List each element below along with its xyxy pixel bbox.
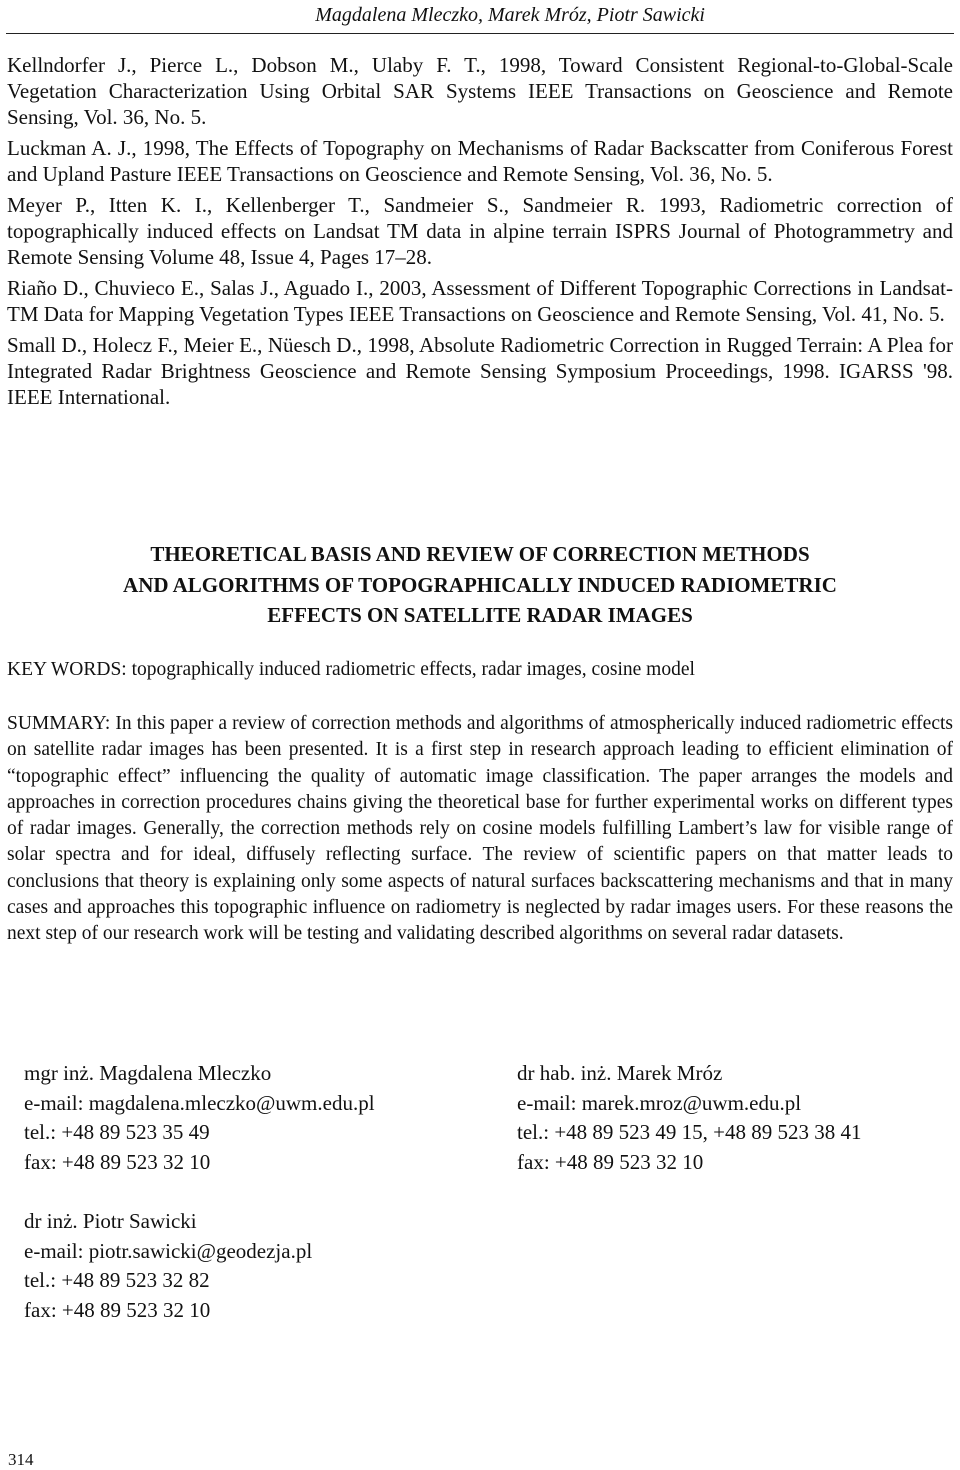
reference-item: Meyer P., Itten K. I., Kellenberger T., Sandmeier S., Sandmeier R. 1993, Radiometric correction of topographically induced effects on Landsat TM data in alpine terrain ISPRS Journal of Photogrammetry and Remote Sensing Volume 48, Issue 4, Pages 17–28. (7, 193, 953, 269)
author-contact (24, 1059, 375, 1177)
article-title (0, 539, 960, 631)
running-head: Magdalena Mleczko, Marek Mróz, Piotr Sawicki (315, 4, 705, 26)
author-phone: tel.: +48 89 523 49 15, +48 89 523 38 41 (517, 1120, 862, 1144)
author-name: dr hab. inż. Marek Mróz (517, 1061, 723, 1085)
reference-item: Luckman A. J., 1998, The Effects of Topography on Mechanisms of Radar Backscatter from Coniferous Forest and Upland Pasture IEEE Transactions on Geoscience and Remote Sensing, Vol. 36, No. 5. (7, 136, 953, 186)
page-number: 314 (8, 1450, 34, 1469)
author-phone: tel.: +48 89 523 32 82 (24, 1268, 210, 1292)
author-email: e-mail: piotr.sawicki@geodezja.pl (24, 1238, 313, 1263)
article-title-line: AND ALGORITHMS OF TOPOGRAPHICALLY INDUCED RADIOMETRIC (123, 572, 837, 597)
summary: SUMMARY: In this paper a review of correction methods and algorithms of atmospherically induced radiometric effects on satellite radar images has been presented. It is a first step in research approach leading to efficient elimination of “topographic effect” influencing the quality of automatic image classification. The paper arranges the models and approaches in correction procedures chains giving the theoretical base for further experimental works on different types of radar images. Generally, the correction methods rely on cosine models fulfilling Lambert’s law for visible range of solar spectra and for ideal, diffusely reflecting surface. The review of scientific papers on that matter leads to conclusions that theory is explaining only some aspects of natural surfaces backscattering mechanisms and that in many cases and approaches this topographic influence on radiometry is neglected by radar images users. For these reasons the next step of our research work will be testing and validating described algorithms on several radar datasets. (7, 713, 953, 945)
author-fax: fax: +48 89 523 32 10 (24, 1297, 211, 1322)
article-title-line: THEORETICAL BASIS AND REVIEW OF CORRECTION METHODS (150, 542, 810, 566)
article-title-line: EFFECTS ON SATELLITE RADAR IMAGES (267, 603, 693, 627)
author-email: e-mail: magdalena.mleczko@uwm.edu.pl (24, 1090, 375, 1115)
author-fax: fax: +48 89 523 32 10 (24, 1149, 211, 1174)
reference-item: Kellndorfer J., Pierce L., Dobson M., Ulaby F. T., 1998, Toward Consistent Regional-to-Global-Scale Vegetation Characterization Using Orbital SAR Systems IEEE Transactions on Geoscience and Remote Sensing, Vol. 36, No. 5. (7, 53, 953, 129)
author-fax: fax: +48 89 523 32 10 (517, 1149, 704, 1174)
reference-list (7, 52, 953, 415)
reference-item: Riaño D., Chuvieco E., Salas J., Aguado I., 2003, Assessment of Different Topographic Corrections in Landsat-TM Data for Mapping Vegetation Types IEEE Transactions on Geoscience and Remote Sensing, Vol. 41, No. 5. (7, 276, 953, 326)
author-contact (517, 1059, 862, 1177)
keywords: KEY WORDS: topographically induced radiometric effects, radar images, cosine model (7, 659, 695, 680)
header-rule (6, 33, 954, 34)
author-contact (24, 1207, 312, 1325)
author-email: e-mail: marek.mroz@uwm.edu.pl (517, 1090, 802, 1115)
reference-item: Small D., Holecz F., Meier E., Nüesch D., 1998, Absolute Radiometric Correction in Rugged Terrain: A Plea for Integrated Radar Brightness Geoscience and Remote Sensing Symposium Proceedings, 1998. IGARSS '98. IEEE International. (7, 333, 953, 409)
author-name: mgr inż. Magdalena Mleczko (24, 1061, 272, 1085)
author-name: dr inż. Piotr Sawicki (24, 1209, 197, 1233)
author-phone: tel.: +48 89 523 35 49 (24, 1120, 210, 1144)
